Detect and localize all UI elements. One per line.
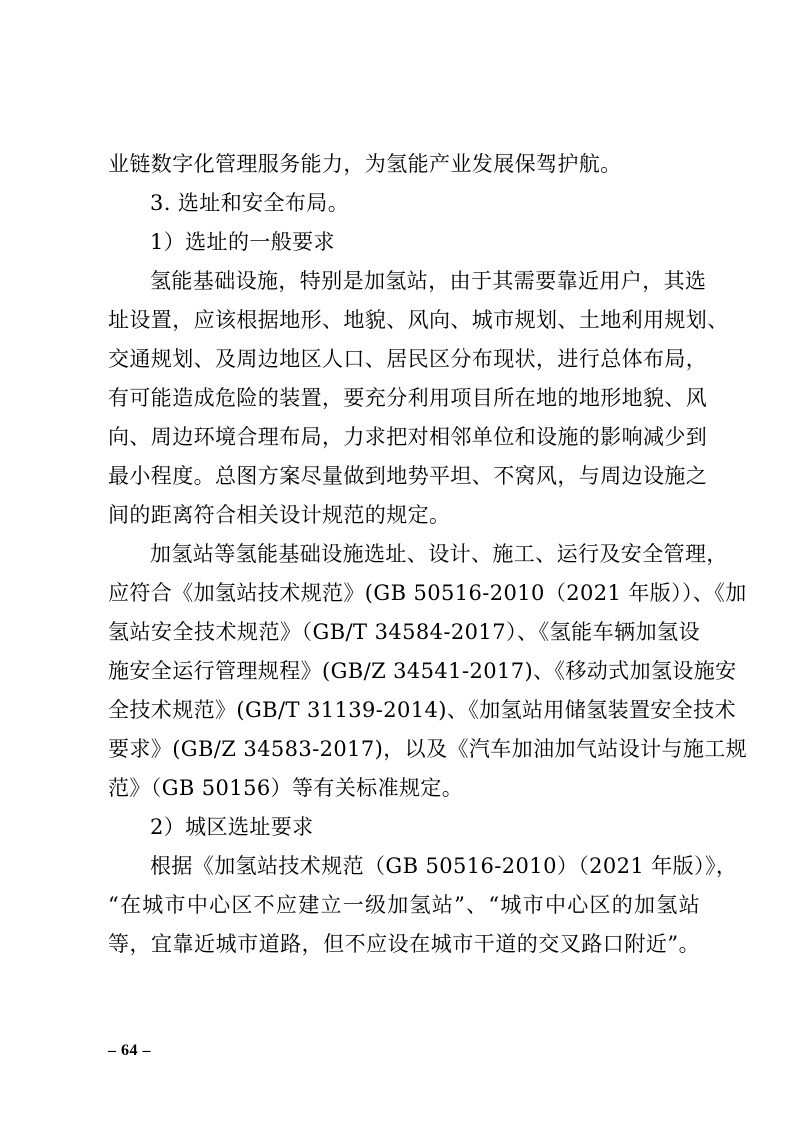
paragraph-line: 最小程度。总图方案尽量做到地势平坦、不窝风，与周边设施之 [108, 464, 708, 488]
paragraph-line: 向、周边环境合理布局，力求把对相邻单位和设施的影响减少到 [108, 425, 708, 449]
paragraph-line: 全技术规范》(GB/T 31139-2014)、《加氢站用储氢装置安全技术 [108, 698, 736, 722]
paragraph-line: 址设置，应该根据地形、地貌、风向、城市规划、土地利用规划、 [108, 308, 729, 332]
subsection-heading: 2）城区选址要求 [150, 815, 314, 839]
paragraph-line: 间的距离符合相关设计规范的规定。 [108, 503, 451, 527]
paragraph-line: 交通规划、及周边地区人口、居民区分布现状，进行总体布局， [108, 347, 708, 371]
section-heading: 3. 选址和安全布局。 [150, 191, 350, 215]
paragraph-line: 氢能基础设施，特别是加氢站，由于其需要靠近用户，其选 [150, 269, 707, 293]
paragraph-line: 根据《加氢站技术规范（GB 50516-2010）（2021 年版）》， [150, 854, 738, 878]
paragraph-line: 加氢站等氢能基础设施选址、设计、施工、运行及安全管理， [150, 542, 728, 566]
paragraph-line: 范》（GB 50156）等有关标准规定。 [108, 776, 464, 800]
subsection-heading: 1）选址的一般要求 [150, 230, 335, 254]
paragraph-line: 要求》(GB/Z 34583-2017)，以及《汽车加油加气站设计与施工规 [108, 737, 748, 761]
text-line: 业链数字化管理服务能力，为氢能产业发展保驾护航。 [108, 152, 622, 176]
paragraph-line: “在城市中心区不应建立一级加氢站”、“城市中心区的加氢站 [108, 893, 700, 917]
paragraph-line: 应符合《加氢站技术规范》(GB 50516-2010（2021 年版））、《加 [108, 581, 747, 605]
paragraph-line: 等，宜靠近城市道路，但不应设在城市干道的交叉路口附近”。 [108, 932, 700, 956]
paragraph-line: 氢站安全技术规范》（GB/T 34584-2017）、《氢能车辆加氢设 [108, 620, 700, 644]
paragraph-line: 施安全运行管理规程》(GB/Z 34541-2017)、《移动式加氢设施安 [108, 659, 737, 683]
paragraph-line: 有可能造成危险的装置，要充分利用项目所在地的地形地貌、风 [108, 386, 708, 410]
page-number: – 64 – [108, 1042, 151, 1059]
